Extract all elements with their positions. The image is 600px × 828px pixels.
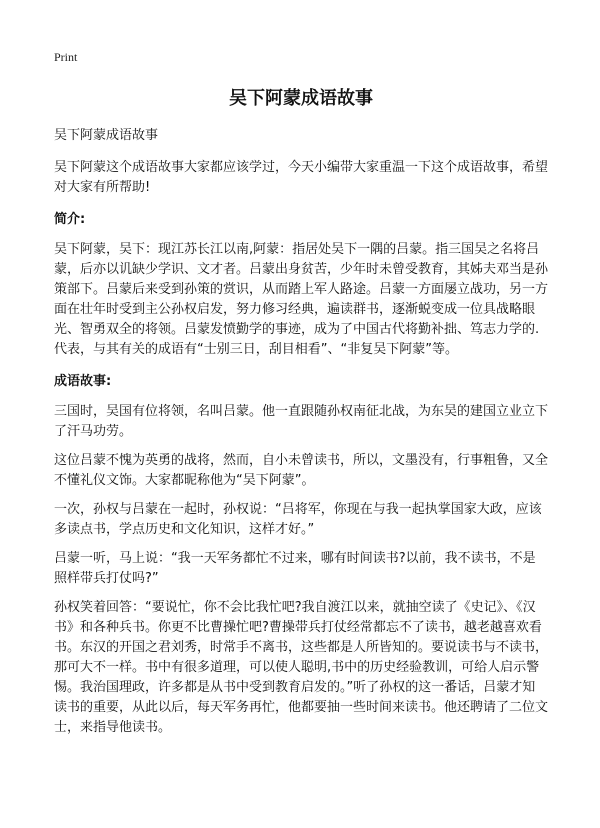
print-link[interactable]: Print bbox=[54, 50, 78, 64]
section-heading-intro: 简介: bbox=[54, 212, 86, 227]
story-paragraph: 三国时，吴国有位将领，名叫吕蒙。他一直跟随孙权南征北战，为东吴的建国立业立下了汗马功劳。 bbox=[54, 404, 549, 439]
section-heading-story: 成语故事: bbox=[54, 374, 112, 389]
intro-paragraph: 吴下阿蒙这个成语故事大家都应该学过，今天小编带大家重温一下这个成语故事，希望对大家有所帮助! bbox=[54, 160, 549, 195]
story-paragraph: 这位吕蒙不愧为英勇的战将，然而，自小未曾读书，所以，文墨没有，行事粗鲁，又全不懂礼仪文饰。大家都昵称他为“吴下阿蒙”。 bbox=[54, 453, 549, 488]
story-paragraph: 吕蒙一听，马上说：“我一天军务都忙不过来，哪有时间读书?以前，我不读书，不是照样带兵打仗吗?” bbox=[54, 551, 536, 586]
subtitle-text: 吴下阿蒙成语故事 bbox=[54, 128, 159, 143]
page-title: 吴下阿蒙成语故事 bbox=[229, 88, 373, 109]
intro-section-paragraph: 吴下阿蒙，吴下：现江苏长江以南,阿蒙：指居处吴下一隅的吕蒙。指三国吴之名将吕蒙，后亦以讥缺少学识、文才者。吕蒙出身贫苦，少年时未曾受教育，其姊夫邓当是孙策部下。吕蒙后来受到孙策的赏识，从而踏上军人路途。吕蒙一方面屡立战功，另一方面在壮年时受到主公孙权启发，努力修习经典，遍读群书，逐渐蜕变成一位具战略眼光、智勇双全的将领。吕蒙发愤勤学的事迹，成为了中国古代将勤补拙、笃志力学的.代表，与其有关的成语有“士别三日，刮目相看”、“非复吴下阿蒙”等。 bbox=[54, 242, 549, 357]
story-paragraph: 一次，孙权与吕蒙在一起时，孙权说：“吕将军，你现在与我一起执掌国家大政，应该多读点书，学点历史和文化知识，这样才好。” bbox=[54, 502, 542, 537]
story-paragraph: 孙权笑着回答：“要说忙，你不会比我忙吧?我自渡江以来，就抽空读了《史记》、《汉书》和各种兵书。你更不比曹操忙吧?曹操带兵打仗经常都忘不了读书，越老越喜欢看书。东汉的开国之君刘秀，时常手不离书，这些都是人所皆知的。要说读书与不读书，那可大不一样。书中有很多道理，可以使人聪明,书中的历史经验教训，可给人启示警惕。我治国理政，许多都是从书中受到教育启发的。”听了孙权的这一番话，吕蒙才知读书的重要，从此以后，每天军务再忙，他都要抽一些时间来读书。他还聘请了二位文士，来指导他读书。 bbox=[54, 600, 549, 735]
